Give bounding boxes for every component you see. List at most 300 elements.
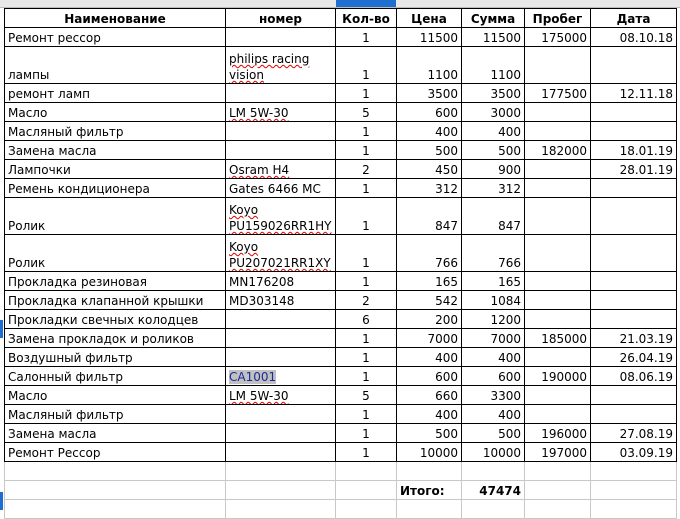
cell-number[interactable]: [226, 348, 336, 367]
table-row: [5, 160, 677, 179]
cell-date[interactable]: [591, 443, 677, 462]
table-row: [5, 198, 677, 235]
cell-name[interactable]: [5, 198, 226, 235]
cell-mileage[interactable]: [525, 179, 591, 198]
cell-name[interactable]: [5, 47, 226, 84]
cell-price[interactable]: [397, 348, 462, 367]
cell-qty[interactable]: [336, 291, 397, 310]
total-value-cell[interactable]: [462, 481, 525, 500]
cell-date[interactable]: [591, 291, 677, 310]
cell-qty[interactable]: [336, 198, 397, 235]
cell-qty[interactable]: [336, 405, 397, 424]
table-row: [5, 443, 677, 462]
selected-column-header[interactable]: [336, 0, 396, 7]
cell-qty[interactable]: [336, 329, 397, 348]
cell-mileage[interactable]: [525, 160, 591, 179]
cell-text: 08.06.19: [619, 370, 673, 384]
cell-price[interactable]: [397, 291, 462, 310]
cell-text: Масло: [8, 389, 48, 403]
cell-qty[interactable]: [336, 235, 397, 272]
cell-number[interactable]: [226, 28, 336, 47]
cell-mileage[interactable]: [525, 443, 591, 462]
cell-text: 1200: [490, 313, 521, 327]
cell-text: 1: [362, 144, 370, 158]
cell-text: 600: [435, 370, 458, 384]
cell-text: Koyo PU159026RR1HY: [229, 203, 332, 233]
cell-mileage[interactable]: [525, 386, 591, 405]
cell-number[interactable]: [226, 405, 336, 424]
cell-qty[interactable]: [336, 348, 397, 367]
cell-price[interactable]: [397, 198, 462, 235]
cell-qty[interactable]: [336, 28, 397, 47]
cell-mileage[interactable]: [525, 122, 591, 141]
cell-text: 27.08.19: [619, 427, 673, 441]
active-cell[interactable]: [336, 500, 397, 519]
cell-name[interactable]: [5, 141, 226, 160]
total-label: Итого:: [400, 484, 445, 498]
cell-text: 1: [362, 427, 370, 441]
cell-date[interactable]: [591, 405, 677, 424]
cell-text: 600: [435, 106, 458, 120]
cell-number[interactable]: [226, 329, 336, 348]
cell-date[interactable]: [591, 84, 677, 103]
cell-text: 1: [362, 87, 370, 101]
cell-text: Прокладки свечных колодцев: [8, 313, 199, 327]
cell-text: 197000: [541, 446, 587, 460]
cell-qty[interactable]: [336, 160, 397, 179]
cell-name[interactable]: [5, 28, 226, 47]
cell-text: 1100: [490, 68, 521, 82]
cell-name[interactable]: [5, 122, 226, 141]
cell-sum[interactable]: [462, 28, 525, 47]
cell-mileage[interactable]: [525, 84, 591, 103]
cell-date[interactable]: [591, 386, 677, 405]
cell-name[interactable]: [5, 272, 226, 291]
table-row: [5, 386, 677, 405]
cell-text: 847: [435, 219, 458, 233]
cell-text: LM 5W-30: [229, 106, 289, 120]
cell-sum[interactable]: [462, 160, 525, 179]
table-row: [5, 122, 677, 141]
cell-text: Прокладка резиновая: [8, 275, 147, 289]
cell-mileage[interactable]: [525, 291, 591, 310]
cell-name[interactable]: [5, 329, 226, 348]
empty-cell[interactable]: [525, 481, 591, 500]
cell-name[interactable]: [5, 310, 226, 329]
cell-number[interactable]: [226, 424, 336, 443]
cell-price[interactable]: [397, 386, 462, 405]
cell-sum[interactable]: [462, 348, 525, 367]
cell-name[interactable]: [5, 160, 226, 179]
empty-cell[interactable]: [525, 500, 591, 519]
cell-date[interactable]: [591, 141, 677, 160]
cell-qty[interactable]: [336, 386, 397, 405]
cell-text: 542: [435, 294, 458, 308]
empty-cell[interactable]: [591, 462, 677, 481]
header-cell[interactable]: Пробег: [525, 9, 591, 28]
cell-price[interactable]: [397, 443, 462, 462]
cell-text: 175000: [541, 31, 587, 45]
cell-name[interactable]: [5, 103, 226, 122]
cell-number[interactable]: [226, 272, 336, 291]
cell-text: лампы: [8, 68, 50, 82]
cell-text: 312: [435, 182, 458, 196]
cell-text: 11500: [419, 31, 458, 45]
cell-price[interactable]: [397, 84, 462, 103]
cell-date[interactable]: [591, 329, 677, 348]
cell-text: 1: [362, 68, 370, 82]
cell-text: 3500: [490, 87, 521, 101]
cell-text: 1: [362, 351, 370, 365]
cell-text: Замена масла: [8, 144, 97, 158]
cell-date[interactable]: [591, 122, 677, 141]
cell-number[interactable]: [226, 84, 336, 103]
cell-sum[interactable]: [462, 291, 525, 310]
cell-text: Масляный фильтр: [8, 408, 124, 422]
table-row: [5, 47, 677, 84]
cell-text: Масляный фильтр: [8, 125, 124, 139]
cell-text: 200: [435, 313, 458, 327]
table-row: [5, 291, 677, 310]
header-row: [5, 9, 677, 28]
cell-text: MN176208: [229, 275, 295, 289]
cell-number[interactable]: [226, 367, 336, 386]
cell-date[interactable]: [591, 28, 677, 47]
cell-text: 28.01.19: [619, 163, 673, 177]
empty-cell[interactable]: [462, 500, 525, 519]
cell-text: Koyo PU207021RR1XY: [229, 240, 331, 270]
cell-text: 21.03.19: [619, 332, 673, 346]
cell-text: ремонт ламп: [8, 87, 90, 101]
table-row: [5, 405, 677, 424]
table-row: [5, 500, 677, 519]
cell-text: 766: [498, 256, 521, 270]
cell-name[interactable]: [5, 405, 226, 424]
cell-text: Ремень кондиционера: [8, 182, 150, 196]
cell-text: 165: [435, 275, 458, 289]
cell-text: 03.09.19: [619, 446, 673, 460]
cell-text: 10000: [419, 446, 458, 460]
cell-qty[interactable]: [336, 367, 397, 386]
cell-text: 766: [435, 256, 458, 270]
cell-sum[interactable]: [462, 122, 525, 141]
cell-number[interactable]: [226, 47, 336, 84]
table-row: [5, 481, 677, 500]
cell-text: 400: [498, 408, 521, 422]
cell-text: Воздушный фильтр: [8, 351, 133, 365]
cell-name[interactable]: [5, 235, 226, 272]
cell-sum[interactable]: [462, 443, 525, 462]
cell-text: 500: [435, 144, 458, 158]
cell-text: Gates 6466 MC: [229, 182, 321, 196]
cell-date[interactable]: [591, 272, 677, 291]
table-row: [5, 235, 677, 272]
cell-qty[interactable]: [336, 179, 397, 198]
cell-mileage[interactable]: [525, 272, 591, 291]
cell-text: 6: [362, 313, 370, 327]
cell-number[interactable]: [226, 141, 336, 160]
cell-sum[interactable]: [462, 141, 525, 160]
cell-number[interactable]: [226, 160, 336, 179]
cell-number[interactable]: [226, 386, 336, 405]
column-headers[interactable]: [0, 0, 680, 8]
empty-cell[interactable]: [591, 481, 677, 500]
empty-cell[interactable]: [226, 462, 336, 481]
cell-text: 190000: [541, 370, 587, 384]
cell-price[interactable]: [397, 28, 462, 47]
cell-text: 1: [362, 125, 370, 139]
cell-text: 10000: [482, 446, 521, 460]
cell-text: 1: [362, 256, 370, 270]
cell-mileage[interactable]: [525, 405, 591, 424]
cell-mileage[interactable]: [525, 367, 591, 386]
header-cell[interactable]: Кол-во: [336, 9, 397, 28]
cell-mileage[interactable]: [525, 424, 591, 443]
cell-date[interactable]: [591, 424, 677, 443]
empty-cell[interactable]: [336, 481, 397, 500]
cell-text: 312: [498, 182, 521, 196]
table-row: [5, 348, 677, 367]
cell-date[interactable]: [591, 103, 677, 122]
cell-text: 1: [362, 275, 370, 289]
cell-name[interactable]: [5, 291, 226, 310]
cell-number[interactable]: [226, 179, 336, 198]
cell-text: Ремонт Рессор: [8, 446, 101, 460]
cell-name[interactable]: [5, 424, 226, 443]
empty-cell[interactable]: [336, 462, 397, 481]
cell-text: Замена масла: [8, 427, 97, 441]
cell-mileage[interactable]: [525, 235, 591, 272]
cell-date[interactable]: [591, 367, 677, 386]
cell-sum[interactable]: [462, 179, 525, 198]
cell-number[interactable]: [226, 443, 336, 462]
empty-cell[interactable]: [397, 462, 462, 481]
cell-sum[interactable]: [462, 198, 525, 235]
total-label-cell[interactable]: [397, 481, 462, 500]
cell-price[interactable]: [397, 405, 462, 424]
cell-text: 12.11.18: [619, 87, 673, 101]
cell-price[interactable]: [397, 310, 462, 329]
row-marker: [0, 320, 3, 338]
cell-text: 400: [498, 351, 521, 365]
cell-text: MD303148: [229, 294, 295, 308]
cell-text: 900: [498, 163, 521, 177]
table-row: [5, 141, 677, 160]
cell-mileage[interactable]: [525, 329, 591, 348]
cell-text: 165: [498, 275, 521, 289]
cell-price[interactable]: [397, 47, 462, 84]
empty-cell[interactable]: [5, 462, 226, 481]
cell-text: 400: [435, 408, 458, 422]
cell-mileage[interactable]: [525, 103, 591, 122]
cell-price[interactable]: [397, 367, 462, 386]
cell-text: 2: [362, 163, 370, 177]
cell-name[interactable]: [5, 367, 226, 386]
cell-text: 1: [362, 408, 370, 422]
cell-text: 400: [498, 125, 521, 139]
cell-text: 1: [362, 332, 370, 346]
table-row: [5, 28, 677, 47]
cell-date[interactable]: [591, 198, 677, 235]
cell-text: 400: [435, 351, 458, 365]
cell-text: 500: [498, 427, 521, 441]
cell-number[interactable]: [226, 103, 336, 122]
cell-text: 5: [362, 389, 370, 403]
table-row: [5, 310, 677, 329]
table-row: [5, 367, 677, 386]
cell-qty[interactable]: [336, 424, 397, 443]
cell-text: 3500: [427, 87, 458, 101]
cell-sum[interactable]: [462, 405, 525, 424]
cell-qty[interactable]: [336, 310, 397, 329]
cell-sum[interactable]: [462, 424, 525, 443]
cell-mileage[interactable]: [525, 141, 591, 160]
cell-price[interactable]: [397, 235, 462, 272]
cell-text: 5: [362, 106, 370, 120]
cell-name[interactable]: [5, 348, 226, 367]
cell-text: Масло: [8, 106, 48, 120]
cell-date[interactable]: [591, 235, 677, 272]
cell-sum[interactable]: [462, 310, 525, 329]
empty-cell[interactable]: [525, 462, 591, 481]
table-row: [5, 462, 677, 481]
empty-cell[interactable]: [5, 481, 226, 500]
spreadsheet-table: [4, 8, 677, 519]
cell-sum[interactable]: [462, 367, 525, 386]
empty-cell[interactable]: [5, 500, 226, 519]
cell-text: 26.04.19: [619, 351, 673, 365]
cell-date[interactable]: [591, 47, 677, 84]
cell-text: Ремонт рессор: [8, 31, 101, 45]
cell-number[interactable]: [226, 198, 336, 235]
cell-mileage[interactable]: [525, 348, 591, 367]
cell-price[interactable]: [397, 141, 462, 160]
cell-text: 400: [435, 125, 458, 139]
cell-text: philips racing vision: [229, 52, 310, 82]
cell-text: 500: [498, 144, 521, 158]
cell-price[interactable]: [397, 103, 462, 122]
cell-text: 7000: [427, 332, 458, 346]
cell-text: 1: [362, 370, 370, 384]
empty-cell[interactable]: [226, 500, 336, 519]
cell-qty[interactable]: [336, 443, 397, 462]
cell-text: 177500: [541, 87, 587, 101]
cell-text: Ролик: [8, 256, 46, 270]
cell-mileage[interactable]: [525, 28, 591, 47]
cell-text: 185000: [541, 332, 587, 346]
cell-qty[interactable]: [336, 47, 397, 84]
table-row: [5, 103, 677, 122]
empty-cell[interactable]: [462, 462, 525, 481]
cell-text: 182000: [541, 144, 587, 158]
cell-name[interactable]: [5, 443, 226, 462]
cell-price[interactable]: [397, 122, 462, 141]
table-row: [5, 272, 677, 291]
cell-sum[interactable]: [462, 329, 525, 348]
cell-text: 1: [362, 219, 370, 233]
table-row: [5, 179, 677, 198]
empty-cell[interactable]: [591, 500, 677, 519]
table-row: [5, 329, 677, 348]
cell-sum[interactable]: [462, 386, 525, 405]
cell-name[interactable]: [5, 179, 226, 198]
cell-text: 1: [362, 31, 370, 45]
header-cell[interactable]: Дата: [591, 9, 677, 28]
cell-price[interactable]: [397, 329, 462, 348]
cell-price[interactable]: [397, 424, 462, 443]
cell-number[interactable]: [226, 291, 336, 310]
cell-sum[interactable]: [462, 84, 525, 103]
cell-date[interactable]: [591, 160, 677, 179]
cell-text: 7000: [490, 332, 521, 346]
cell-text: 11500: [482, 31, 521, 45]
table-row: [5, 84, 677, 103]
cell-text: 18.01.19: [619, 144, 673, 158]
cell-qty[interactable]: [336, 122, 397, 141]
cell-number[interactable]: [226, 122, 336, 141]
cell-text: Лампочки: [8, 163, 71, 177]
cell-sum[interactable]: [462, 47, 525, 84]
cell-date[interactable]: [591, 310, 677, 329]
header-cell[interactable]: номер: [226, 9, 336, 28]
cell-text: Ролик: [8, 219, 46, 233]
cell-text: Замена прокладок и роликов: [8, 332, 194, 346]
cell-number[interactable]: [226, 310, 336, 329]
cell-text: 1: [362, 446, 370, 460]
cell-mileage[interactable]: [525, 310, 591, 329]
cell-qty[interactable]: [336, 103, 397, 122]
cell-text: 500: [435, 427, 458, 441]
total-value: 47474: [479, 484, 521, 498]
cell-text: 600: [498, 370, 521, 384]
header-cell[interactable]: Наименование: [5, 9, 226, 28]
cell-qty[interactable]: [336, 141, 397, 160]
cell-text: 847: [498, 219, 521, 233]
header-cell[interactable]: Цена: [397, 9, 462, 28]
cell-price[interactable]: [397, 179, 462, 198]
cell-qty[interactable]: [336, 84, 397, 103]
cell-qty[interactable]: [336, 272, 397, 291]
cell-name[interactable]: [5, 84, 226, 103]
cell-number[interactable]: [226, 235, 336, 272]
cell-text: 3300: [490, 389, 521, 403]
cell-date[interactable]: [591, 179, 677, 198]
cell-price[interactable]: [397, 272, 462, 291]
cell-date[interactable]: [591, 348, 677, 367]
cell-text: CA1001: [229, 370, 277, 384]
empty-cell[interactable]: [397, 500, 462, 519]
cell-mileage[interactable]: [525, 198, 591, 235]
cell-text: 196000: [541, 427, 587, 441]
empty-cell[interactable]: [226, 481, 336, 500]
header-cell[interactable]: Сумма: [462, 9, 525, 28]
cell-text: 450: [435, 163, 458, 177]
cell-sum[interactable]: [462, 103, 525, 122]
table-row: [5, 424, 677, 443]
cell-text: Салонный фильтр: [8, 370, 123, 384]
cell-text: 1100: [427, 68, 458, 82]
cell-text: 3000: [490, 106, 521, 120]
cell-sum[interactable]: [462, 235, 525, 272]
cell-text: Osram H4: [229, 163, 290, 177]
cell-text: LM 5W-30: [229, 389, 289, 403]
cell-text: 660: [435, 389, 458, 403]
cell-price[interactable]: [397, 160, 462, 179]
cell-mileage[interactable]: [525, 47, 591, 84]
cell-sum[interactable]: [462, 272, 525, 291]
cell-name[interactable]: [5, 386, 226, 405]
selected-row-marker[interactable]: [0, 492, 3, 510]
